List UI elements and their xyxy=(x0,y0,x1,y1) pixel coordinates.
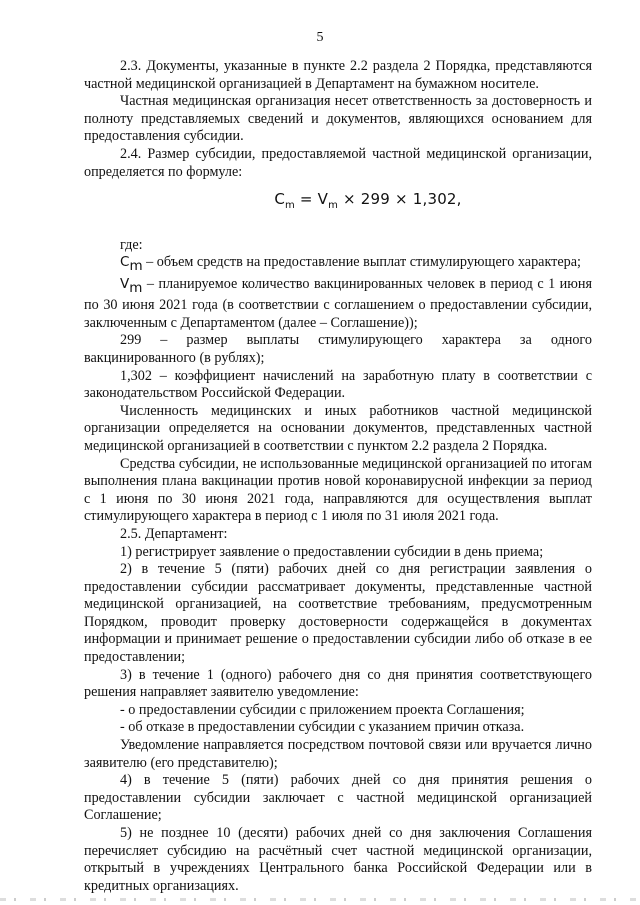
definition-c-sub: m xyxy=(129,258,143,275)
item-3: 3) в течение 1 (одного) рабочего дня со дня принятия соответствующего решения направляет заявителю уведомление: xyxy=(84,666,592,701)
definition-c-symbol: C xyxy=(120,254,130,271)
definition-c-text: – объем средств на предоставление выплат стимулирующего характера; xyxy=(142,254,581,271)
scan-artifact-line xyxy=(0,898,640,901)
formula-lhs-sub: m xyxy=(285,200,295,212)
definition-v-symbol: V xyxy=(120,275,130,292)
definition-c xyxy=(84,254,592,275)
formula-lhs: C xyxy=(274,190,286,209)
item-4: 4) в течение 5 (пяти) рабочих дней со дня принятия решения о предоставлении субсидии заключает с частной медицинской организацией Соглашение; xyxy=(84,772,592,824)
item-1: 1) регистрирует заявление о предоставлении субсидии в день приема; xyxy=(120,543,544,560)
definition-1302: 1,302 – коэффициент начислений на заработную плату в соответствии с законодательством Российской Федерации. xyxy=(84,367,592,402)
paragraph-2-5: 2.5. Департамент: xyxy=(120,525,228,542)
paragraph-notification: Уведомление направляется посредством почтовой связи или вручается лично заявителю (его представителю); xyxy=(84,737,592,771)
definition-v-sub: m xyxy=(129,279,143,296)
page-number: 5 xyxy=(316,30,324,45)
formula-eq: = V xyxy=(294,190,329,209)
formula-rest: × 299 × 1,302, xyxy=(338,190,462,209)
item-2: 2) в течение 5 (пяти) рабочих дней со дня регистрации заявления о предоставлении субсидии рассматривает документы, представленные частной медицинской организацией, на соответствие требованиям, предусмотренным Порядком, проводит проверку достоверности содержащейся в документах информации и принимает решение о предоставлении субсидии либо об отказе в ее предоставлении; xyxy=(84,561,592,666)
paragraph-unused-funds: Средства субсидии, не использованные медицинской организацией по итогам выполнения плана вакцинации против новой коронавирусной инфекции за период с 1 июня по 30 июня 2021 года, направляются для осуществления выплат стимулирующего характера в период с 1 июля по 31 июля 2021 года. xyxy=(84,455,592,525)
definition-v xyxy=(84,276,592,333)
paragraph-2-3: 2.3. Документы, указанные в пункте 2.2 раздела 2 Порядка, представляются частной медицинской организацией в Департамент на бумажном носителе. xyxy=(84,58,592,92)
definition-v-text: – планируемое количество вакцинированных человек в период с 1 июня по 30 июня 2021 года (в соответствии с соглашением о предоставлении субсидии, заключенным с Департаментом (далее – Соглашение)); xyxy=(84,275,592,331)
item-5: 5) не позднее 10 (десяти) рабочих дней со дня заключения Соглашения перечисляет субсидию на расчётный счет частной медицинской организации, открытый в учреждениях Центрального банка Российской Федерации или в кредитных организациях. xyxy=(84,825,592,894)
paragraph-responsibility: Частная медицинская организация несет ответственность за достоверность и полноту представляемых сведений и документов, являющихся основанием для предоставления субсидии. xyxy=(84,93,592,145)
where-label: где: xyxy=(120,236,143,253)
subsidy-formula xyxy=(84,181,592,237)
item-3-option-refusal: - об отказе в предоставлении субсидии с указанием причин отказа. xyxy=(120,719,525,736)
paragraph-2-4: 2.4. Размер субсидии, предоставляемой частной медицинской организации, определяется по формуле: xyxy=(84,145,592,180)
item-3-option-grant: - о предоставлении субсидии с приложением проекта Соглашения; xyxy=(120,701,525,718)
document-body xyxy=(84,58,592,895)
paragraph-staff-count: Численность медицинских и иных работников частной медицинской организации определяется на основании документов, представленных частной медицинской организацией в соответствии с пунктом 2.2 раздела 2 Порядка. xyxy=(84,402,592,454)
definition-299: 299 – размер выплаты стимулирующего характера за одного вакцинированного (в рублях); xyxy=(84,332,592,366)
formula-v-sub: m xyxy=(328,200,339,212)
